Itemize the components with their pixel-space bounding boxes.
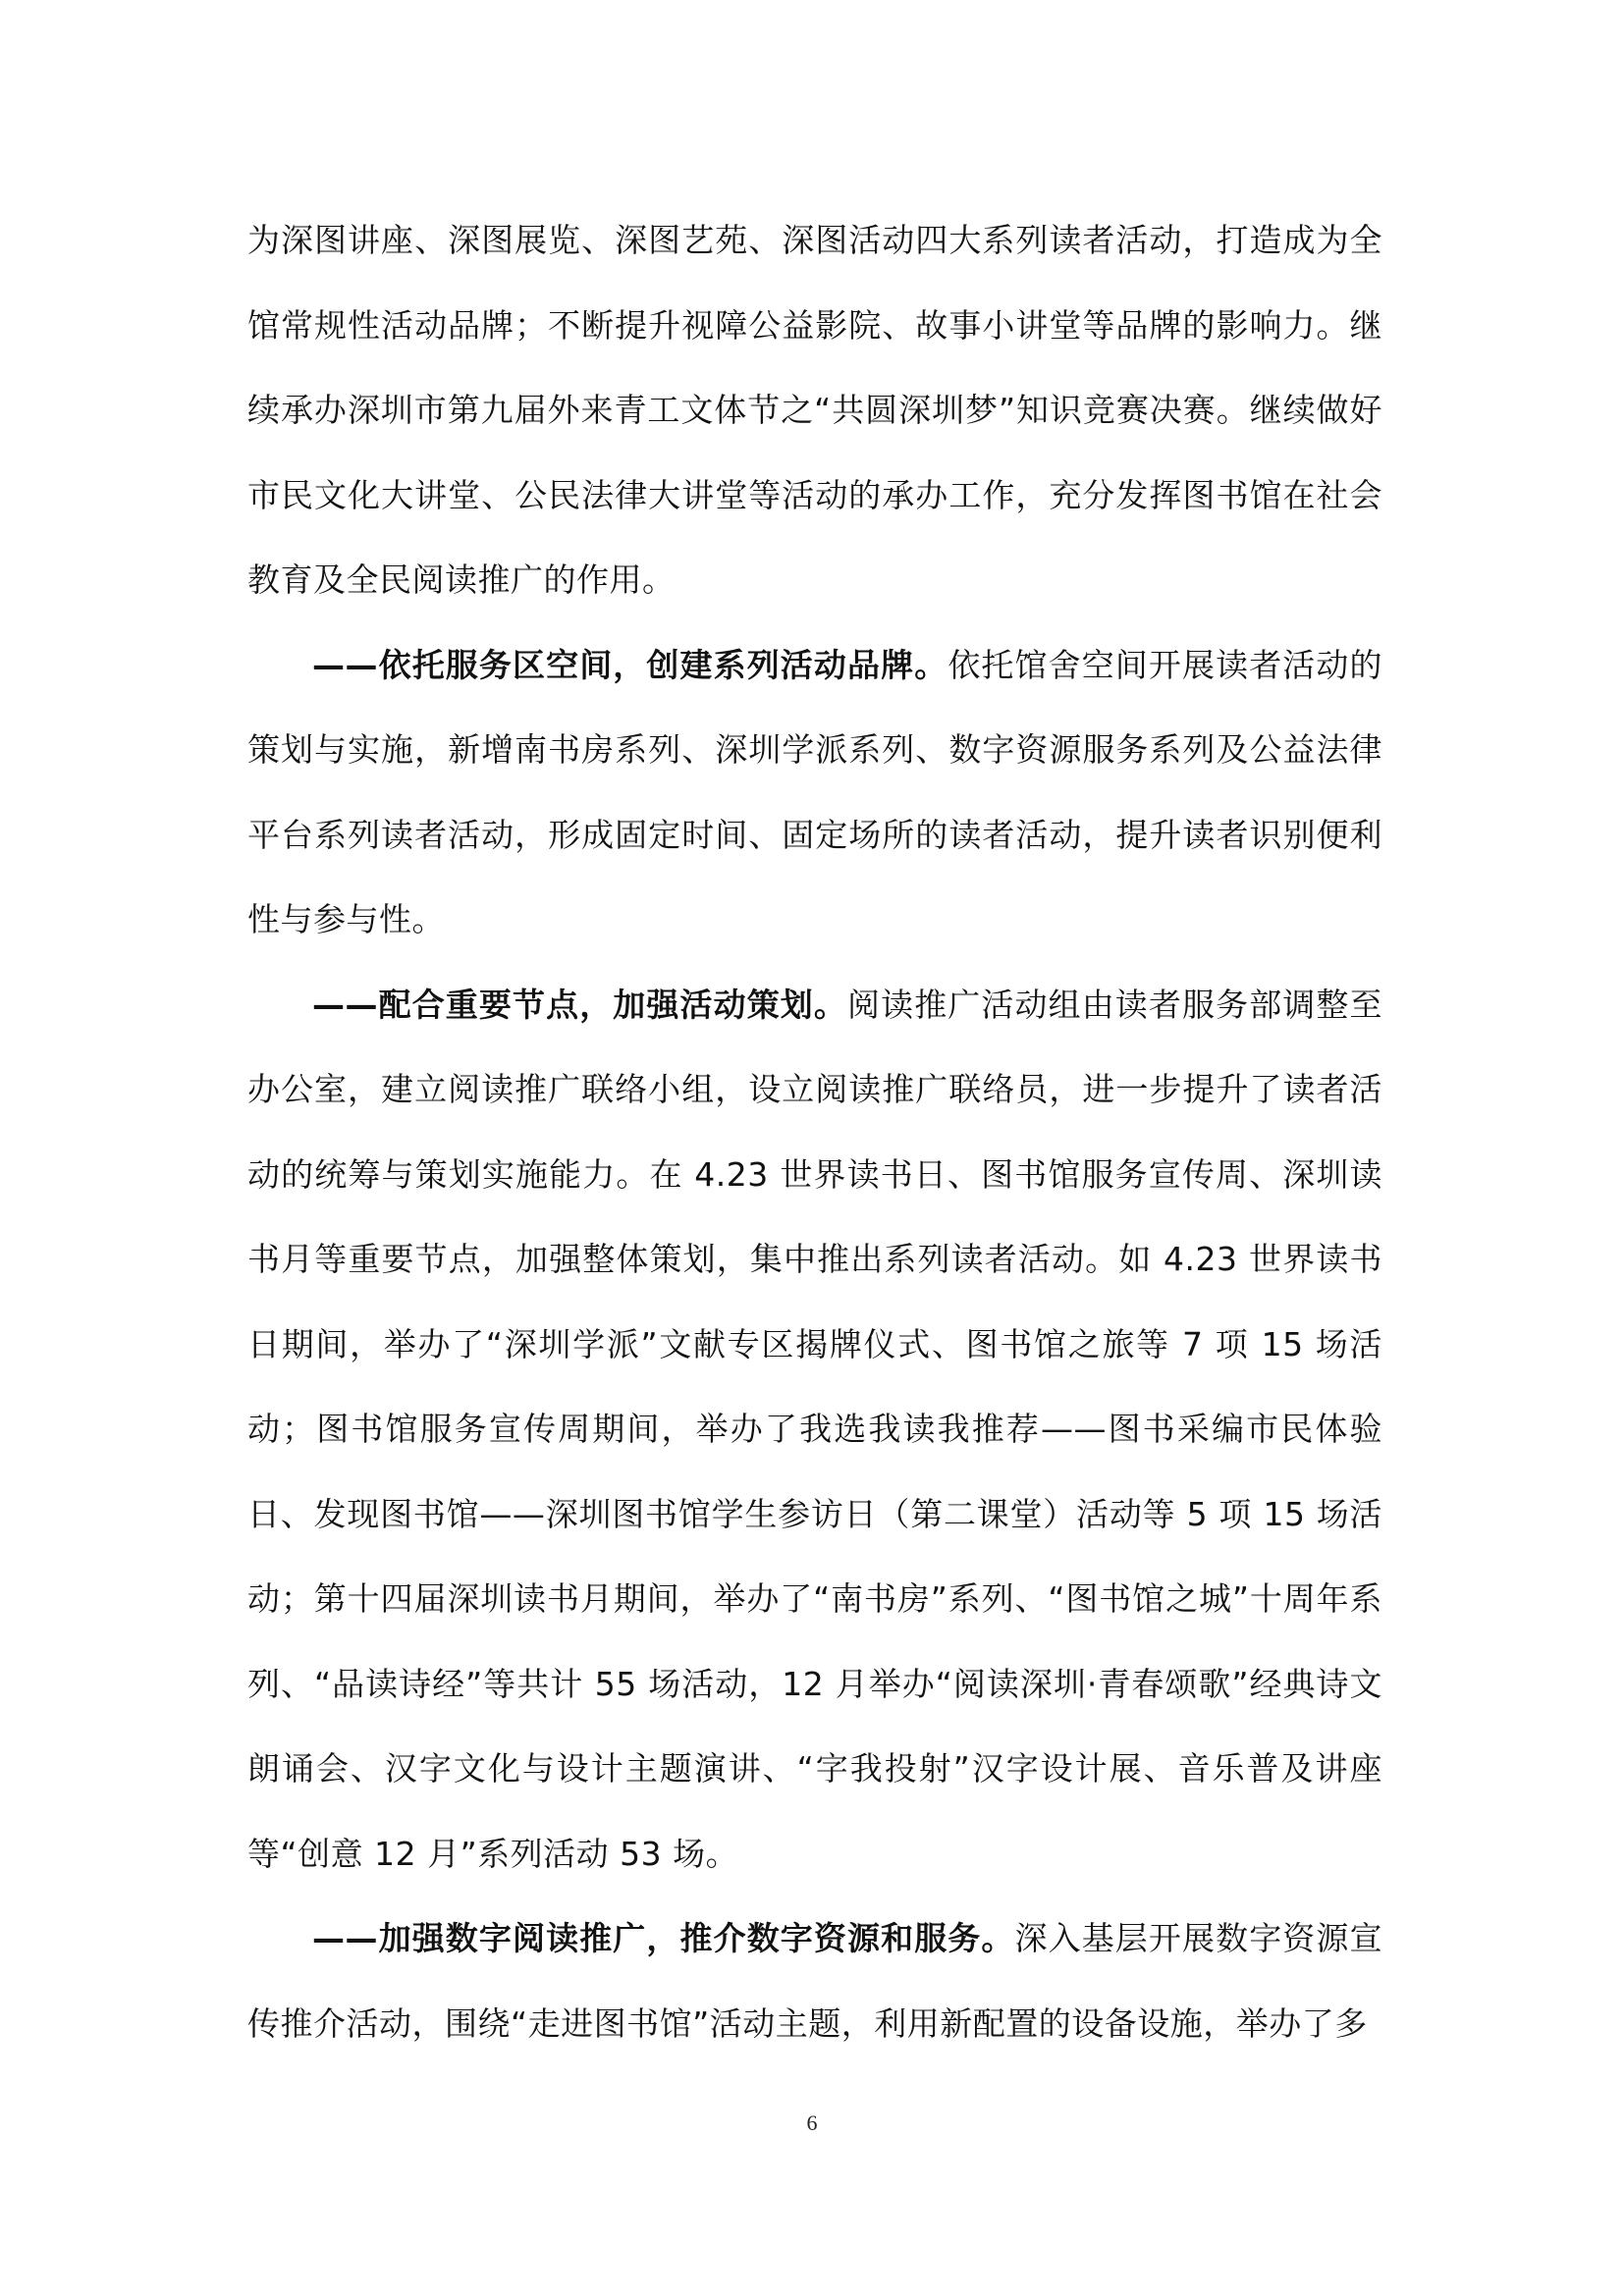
paragraph-2-text: 依托馆舍空间开展读者活动的策划与实施，新增南书房系列、深圳学派系列、数字资源服务系列及公益法律平台系列读者活动，形成固定时间、固定场所的读者活动，提升读者识别便利性与参与性。 xyxy=(247,645,1383,938)
paragraph-3 xyxy=(247,963,1382,1897)
paragraph-4-heading: ——加强数字阅读推广，推介数字资源和服务。 xyxy=(312,1919,1015,1957)
paragraph-2 xyxy=(247,623,1382,963)
paragraph-4-text: 深入基层开展数字资源宣传推介活动，围绕“走进图书馆”活动主题，利用新配置的设备设施，举办了多 xyxy=(247,1919,1383,2043)
paragraph-1-text: 为深图讲座、深图展览、深图艺苑、深图活动四大系列读者活动，打造成为全馆常规性活动品牌；不断提升视障公益影院、故事小讲堂等品牌的影响力。继续承办深圳市第九届外来青工文体节之“共圆深圳梦”知识竞赛决赛。继续做好市民文化大讲堂、公民法律大讲堂等活动的承办工作，充分发挥图书馆在社会教育及全民阅读推广的作用。 xyxy=(247,221,1382,599)
paragraph-1 xyxy=(247,198,1382,623)
document-body xyxy=(247,198,1382,2066)
page-number: 6 xyxy=(806,2110,818,2135)
paragraph-3-heading: ——配合重要节点，加强活动策划。 xyxy=(312,985,847,1024)
paragraph-4 xyxy=(247,1896,1382,2066)
paragraph-2-heading: ——依托服务区空间，创建系列活动品牌。 xyxy=(312,645,948,684)
paragraph-3-text: 阅读推广活动组由读者服务部调整至办公室，建立阅读推广联络小组，设立阅读推广联络员，进一步提升了读者活动的统筹与策划实施能力。在 4.23 世界读书日、图书馆服务宣传周、深圳读书月等重要节点，加强整体策划，集中推出系列读者活动。如 4.23 世界读书日期间，举办了“深圳学派”文献专区揭牌仪式、图书馆之旅等 7 项 15 场活动；图书馆服务宣传周期间，举办了我选我读我推荐——图书采编市民体验日、发现图书馆——深圳图书馆学生参访日（第二课堂）活动等 5 项 15 场活动；第十四届深圳读书月期间，举办了“南书房”系列、“图书馆之城”十周年系列、“品读诗经”等共计 55 场活动，12 月举办“阅读深圳·青春颂歌”经典诗文朗诵会、汉字文化与设计主题演讲、“字我投射”汉字设计展、音乐普及讲座等“创意 12 月”系列活动 53 场。 xyxy=(247,985,1383,1873)
